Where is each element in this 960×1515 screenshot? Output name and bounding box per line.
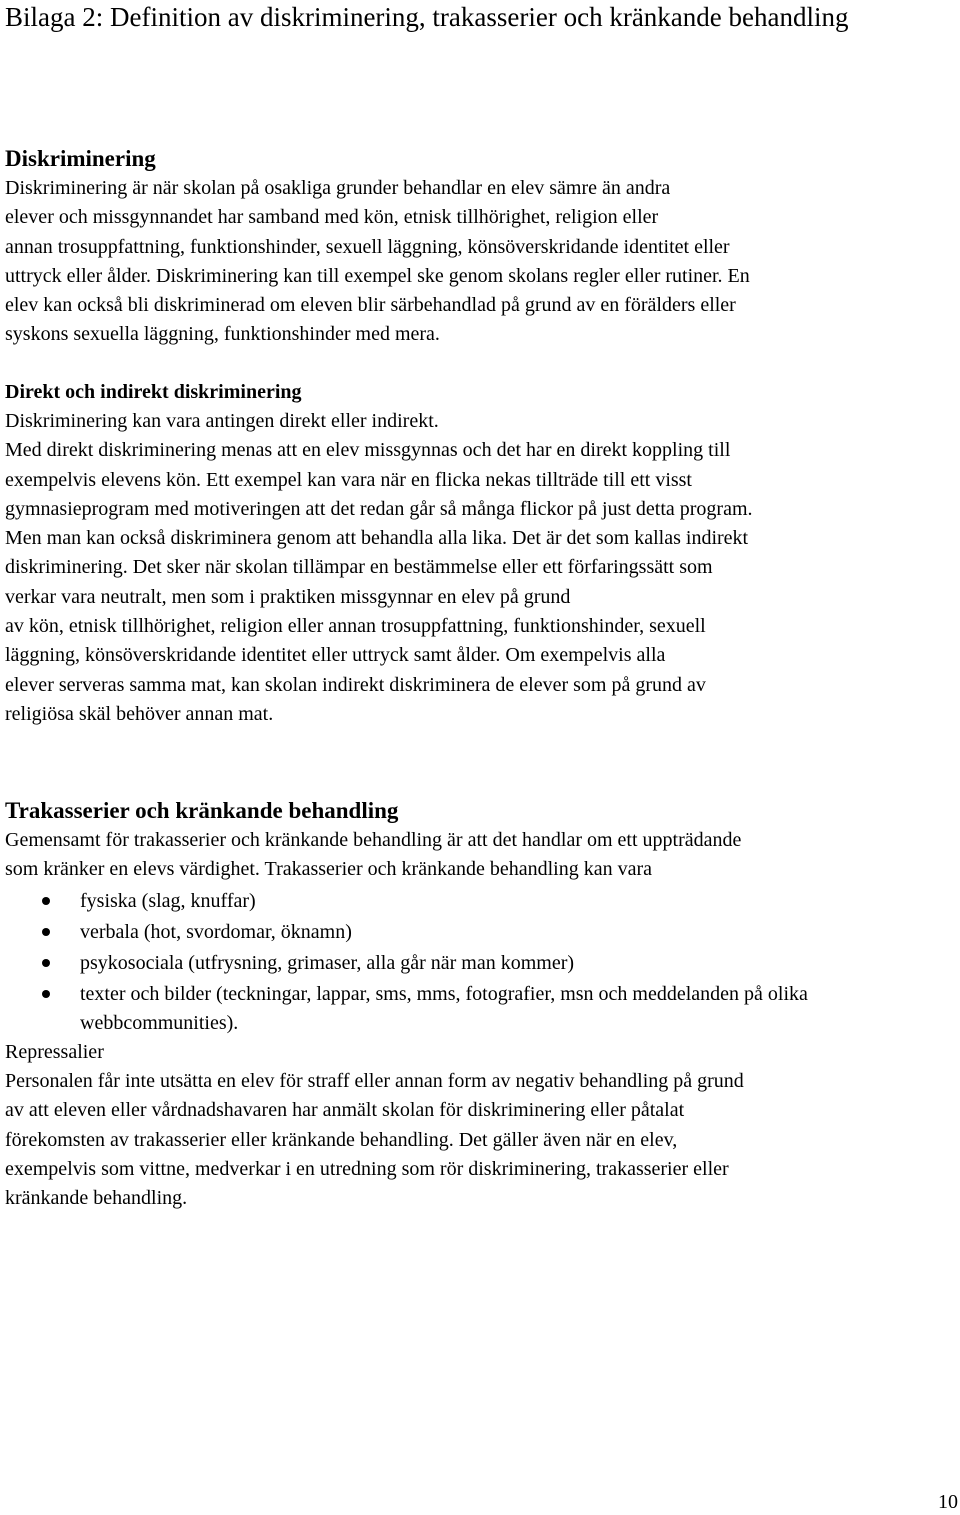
- text-line: läggning, könsöverskridande identitet eller uttryck samt ålder. Om exempelvis alla: [5, 644, 666, 667]
- list-item-text: fysiska (slag, knuffar): [80, 889, 256, 912]
- text-line: Diskriminering är när skolan på osakliga grunder behandlar en elev sämre än andra: [5, 177, 671, 199]
- paragraph-discrimination: [5, 174, 955, 350]
- list-item: [5, 949, 955, 978]
- list-item: [5, 887, 955, 916]
- text-line: diskriminering. Det sker när skolan tillämpar en bestämmelse eller ett förfaringssätt som: [5, 556, 713, 579]
- page-title: Bilaga 2: Definition av diskriminering, trakasserier och kränkande behandling: [5, 2, 849, 32]
- text-line: elever och missgynnandet har samband med kön, etnisk tillhörighet, religion eller: [5, 206, 659, 229]
- text-line: Med direkt diskriminering menas att en elev missgynnas och det har en direkt koppling till: [5, 439, 731, 462]
- section-discrimination: [5, 143, 955, 350]
- harassment-forms-list: [5, 887, 955, 1038]
- paragraph-harassment: [5, 826, 955, 885]
- text-line: Men man kan också diskriminera genom att behandla alla lika. Det är det som kallas indirekt: [5, 527, 749, 550]
- text-line: av kön, etnisk tillhörighet, religion eller annan trosuppfattning, funktionshinder, sexuell: [5, 615, 706, 638]
- page-number: 10: [938, 1491, 958, 1513]
- text-line: syskons sexuella läggning, funktionshinder med mera.: [5, 323, 440, 346]
- section-direct-indirect: [5, 378, 955, 729]
- text-line: Gemensamt för trakasserier och kränkande behandling är att det handlar om ett uppträdande: [5, 829, 742, 851]
- paragraph-reprisals: [5, 1067, 955, 1213]
- bullet-icon: [42, 959, 50, 967]
- list-item: [5, 918, 955, 947]
- section-heading-harassment: Trakasserier och kränkande behandling: [5, 798, 399, 823]
- text-line: exempelvis elevens kön. Ett exempel kan vara när en flicka nekas tillträde till ett visst: [5, 468, 692, 491]
- text-line: som kränker en elevs värdighet. Trakasserier och kränkande behandling kan vara: [5, 858, 653, 881]
- section-heading-direct-indirect: Direkt och indirekt diskriminering: [5, 381, 302, 403]
- text-line: av att eleven eller vårdnadshavaren har anmält skolan för diskriminering eller påtalat: [5, 1099, 685, 1122]
- list-item-text: texter och bilder (teckningar, lappar, sms, mms, fotografier, msn och meddelanden på olika webbcommunities).: [80, 982, 808, 1034]
- text-line: kränkande behandling.: [5, 1187, 188, 1210]
- text-line: uttryck eller ålder. Diskriminering kan till exempel ske genom skolans regler eller rutiner. En: [5, 264, 750, 287]
- bullet-icon: [42, 928, 50, 936]
- text-line: religiösa skäl behöver annan mat.: [5, 702, 274, 725]
- list-item-text: verbala (hot, svordomar, öknamn): [80, 920, 352, 943]
- text-line: gymnasieprogram med motiveringen att det redan går så många flickor på just detta program.: [5, 497, 753, 520]
- paragraph-direct-indirect: [5, 407, 955, 729]
- section-heading-reprisals: Repressalier: [5, 1041, 104, 1063]
- text-line: Personalen får inte utsätta en elev för straff eller annan form av negativ behandling på grund: [5, 1070, 744, 1092]
- text-line: förekomsten av trakasserier eller kränkande behandling. Det gäller även när en elev,: [5, 1128, 678, 1151]
- text-line: exempelvis som vittne, medverkar i en utredning som rör diskriminering, trakasserier eller: [5, 1157, 729, 1180]
- text-line: elever serveras samma mat, kan skolan indirekt diskriminera de elever som på grund av: [5, 673, 706, 696]
- list-item: [5, 980, 955, 1038]
- bullet-icon: [42, 897, 50, 905]
- text-line: elev kan också bli diskriminerad om eleven blir särbehandlad på grund av en förälders eller: [5, 294, 736, 317]
- section-harassment: [5, 795, 955, 1040]
- text-line: annan trosuppfattning, funktionshinder, sexuell läggning, könsöverskridande identitet eller: [5, 235, 730, 258]
- section-reprisals: [5, 1038, 955, 1213]
- list-item-text: psykosociala (utfrysning, grimaser, alla går när man kommer): [80, 951, 575, 974]
- text-line: verkar vara neutralt, men som i praktiken missgynnar en elev på grund: [5, 585, 571, 608]
- text-line: Diskriminering kan vara antingen direkt eller indirekt.: [5, 410, 439, 432]
- section-heading-discrimination: Diskriminering: [5, 146, 156, 171]
- bullet-icon: [42, 990, 50, 998]
